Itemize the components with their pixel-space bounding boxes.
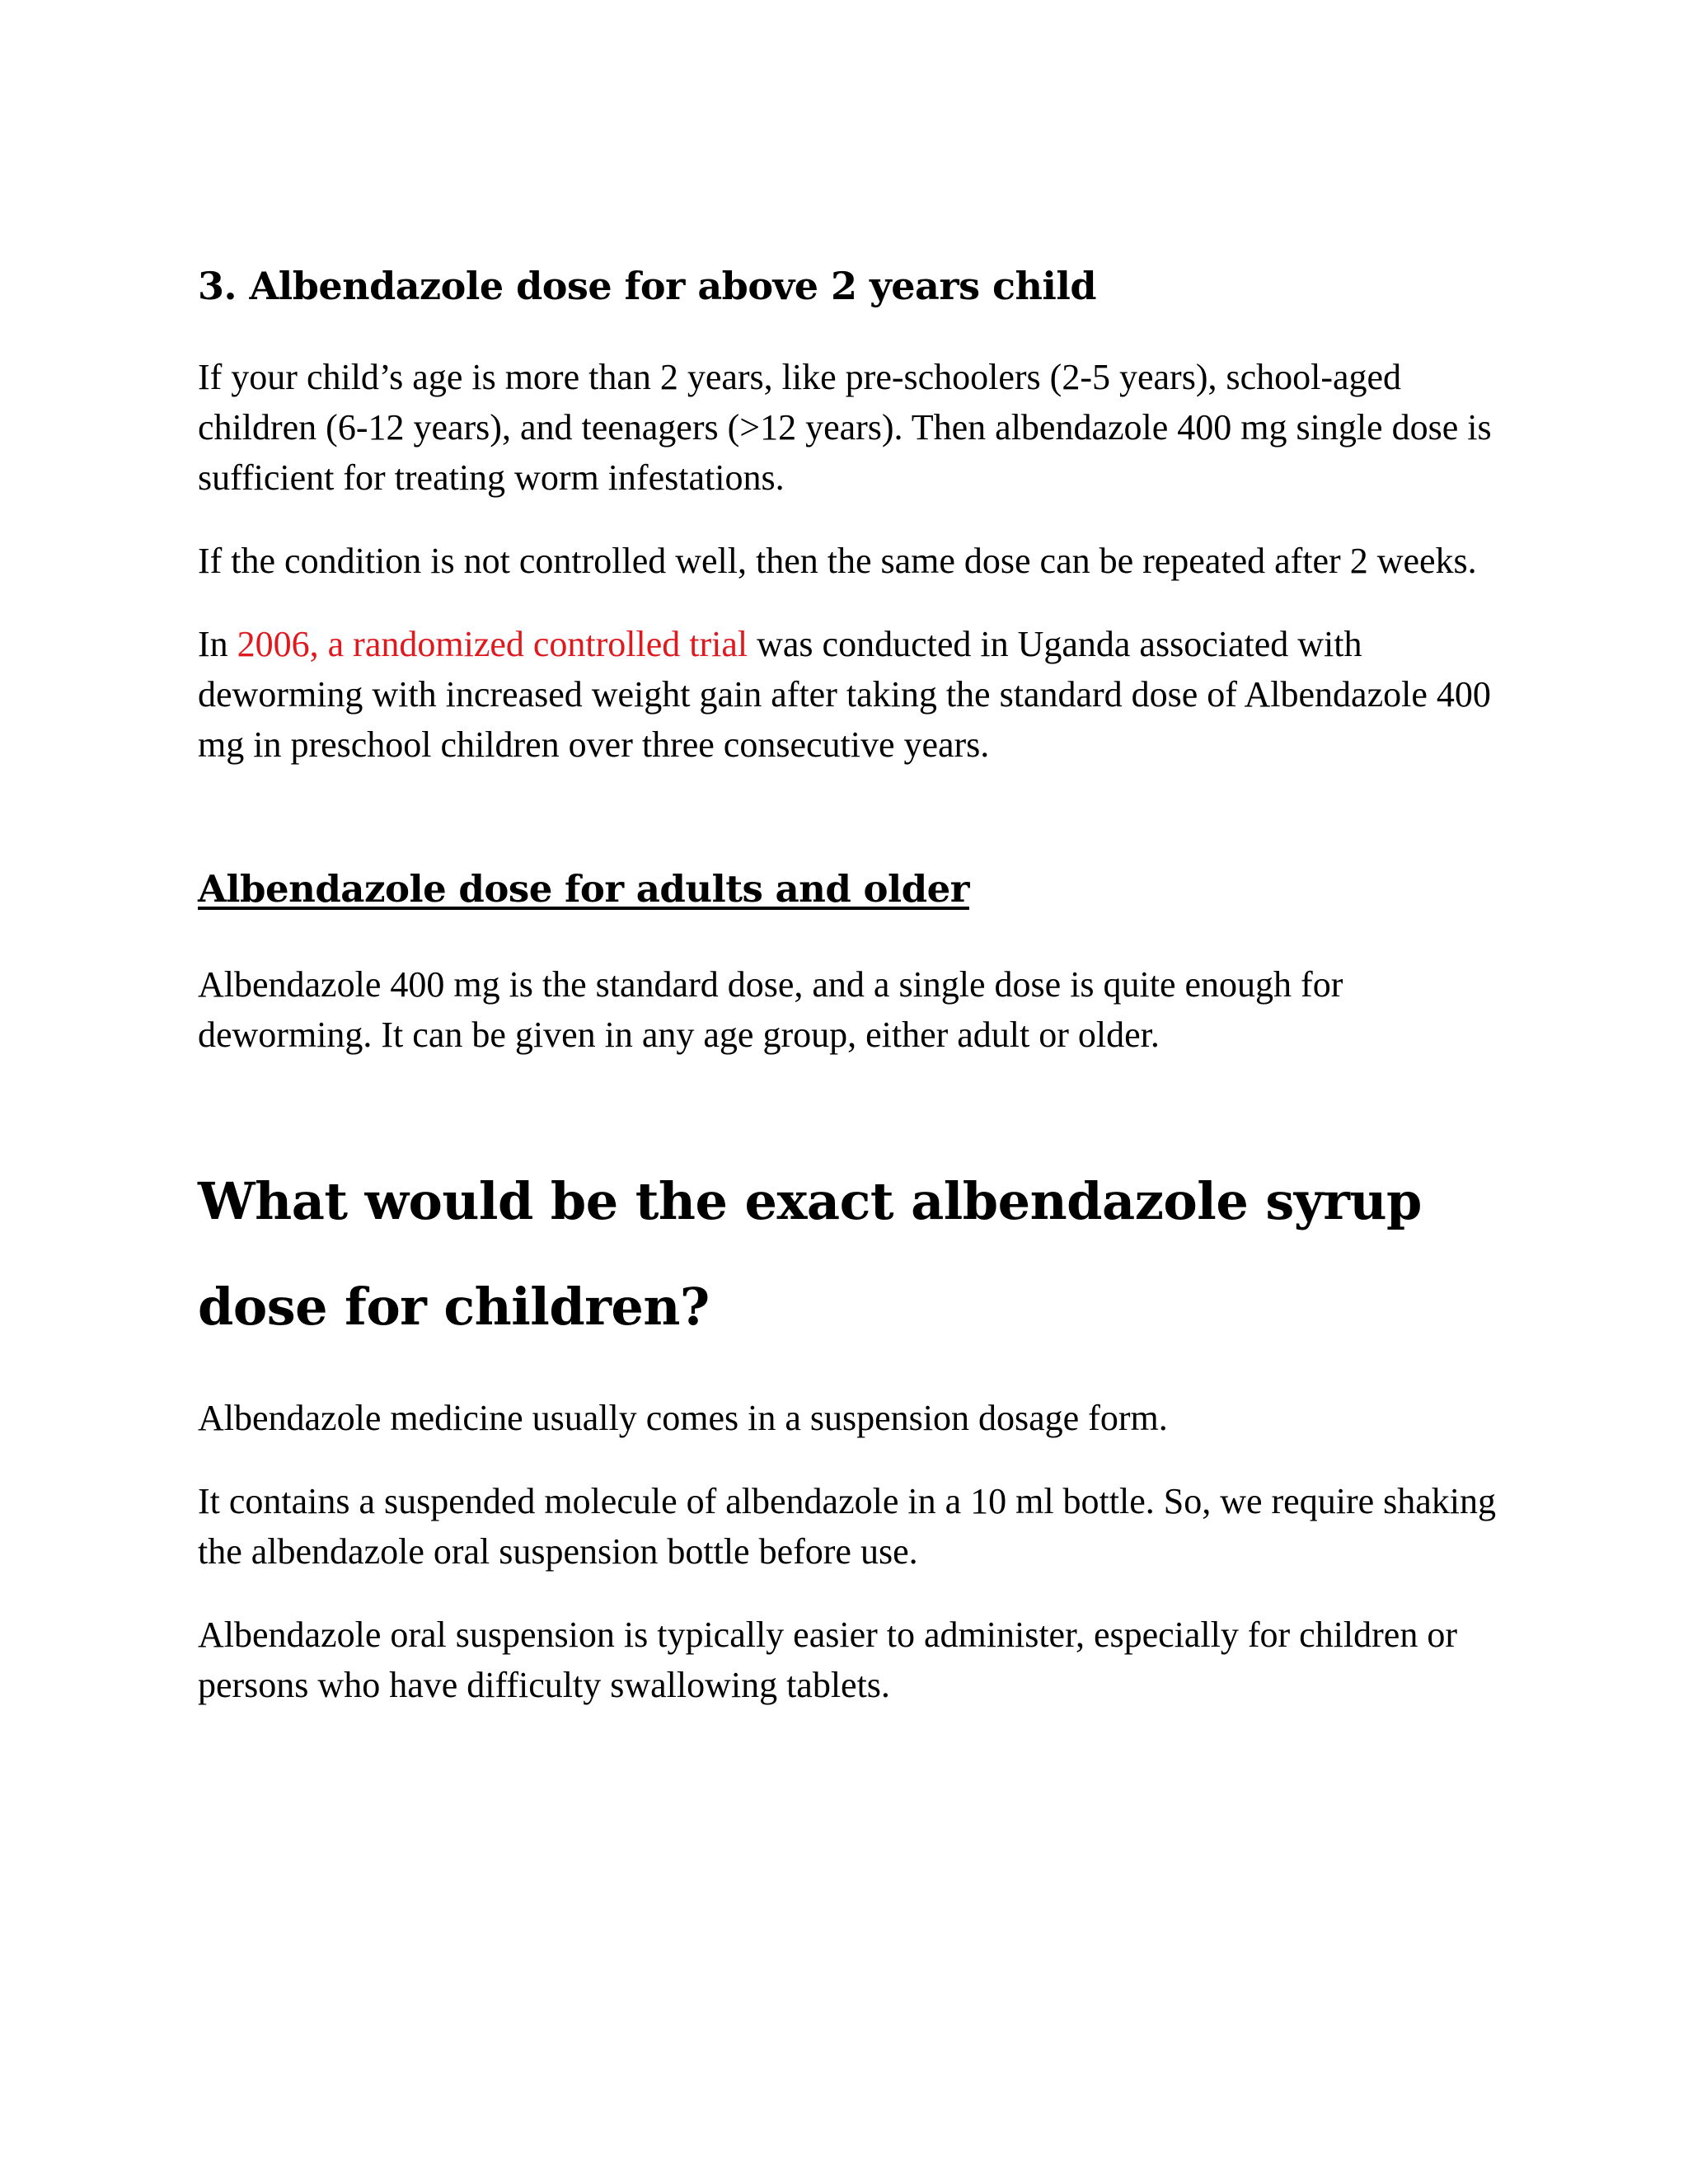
paragraph-uganda-trial	[198, 619, 1500, 770]
section-heading-above-2-years: 3. Albendazole dose for above 2 years child	[198, 264, 1097, 308]
paragraph-adult-dose: Albendazole 400 mg is the standard dose, and a single dose is quite enough for deworming. It can be given in any age group, either adult or older.	[198, 964, 1343, 1056]
paragraph-text-before-link: In	[198, 624, 237, 665]
section-heading-syrup-dose: What would be the exact albendazole syrup dose for children?	[198, 1171, 1422, 1338]
trial-link[interactable]: 2006, a randomized controlled trial	[237, 624, 748, 665]
paragraph-bottle-shaking: It contains a suspended molecule of albendazole in a 10 ml bottle. So, we require shaking the albendazole oral suspension bottle before use.	[198, 1481, 1496, 1572]
paragraph-ease-of-administration: Albendazole oral suspension is typically easier to administer, especially for children or persons who have difficulty swallowing tablets.	[198, 1615, 1457, 1706]
paragraph-age-dose: If your child’s age is more than 2 years, like pre-schoolers (2-5 years), school-aged children (6-12 years), and teenagers (>12 years). Then albendazole 400 mg single dose is sufficient for treating worm infestations.	[198, 357, 1492, 499]
article-body	[198, 264, 1500, 1743]
section-heading-adults: Albendazole dose for adults and older	[198, 867, 969, 912]
paragraph-text-after-link: was conducted in Uganda associated with deworming with increased weight gain after taking the standard dose of Albendazole 400 mg in preschool children over three consecutive years.	[198, 624, 1491, 766]
paragraph-repeat-dose: If the condition is not controlled well, then the same dose can be repeated after 2 weeks.	[198, 541, 1477, 582]
paragraph-suspension-form: Albendazole medicine usually comes in a suspension dosage form.	[198, 1398, 1168, 1439]
